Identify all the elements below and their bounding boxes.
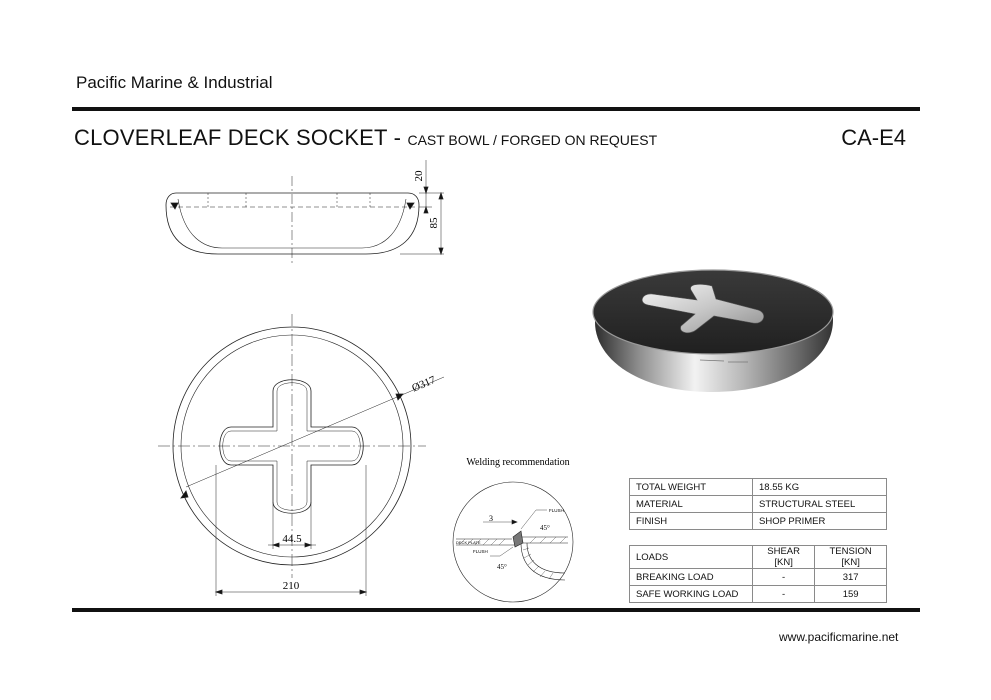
table-row: TOTAL WEIGHT 18.55 KG — [630, 479, 887, 496]
side-view — [166, 160, 444, 265]
table-row: LOADS SHEAR [KN] TENSION [KN] — [630, 546, 887, 569]
table-row: FINISH SHOP PRIMER — [630, 513, 887, 530]
website-link[interactable]: www.pacificmarine.net — [779, 630, 899, 644]
product-subtitle: CAST BOWL / FORGED ON REQUEST — [407, 132, 658, 148]
weld-flush-top: FLUSH — [549, 508, 564, 513]
weld-gap: 3 — [489, 514, 493, 523]
dim-top-thickness: 20 — [413, 170, 425, 182]
loads-table — [629, 545, 887, 603]
company-name: Pacific Marine & Industrial — [76, 73, 273, 92]
footer-rule — [72, 608, 920, 612]
top-view — [158, 314, 444, 596]
weld-angle-bottom: 45° — [497, 563, 507, 571]
table-row: SAFE WORKING LOAD - 159 — [630, 586, 887, 603]
product-title: CLOVERLEAF DECK SOCKET - — [74, 125, 408, 150]
product-code: CA-E4 — [841, 125, 906, 150]
dim-slot-width: 44.5 — [282, 533, 302, 545]
dim-cross-width: 210 — [282, 580, 300, 592]
weld-flush-left: FLUSH — [473, 549, 488, 554]
dim-diameter: Ø317 — [410, 373, 438, 395]
table-row: MATERIAL STRUCTURAL STEEL — [630, 496, 887, 513]
dim-height: 85 — [428, 217, 440, 229]
weld-angle-top: 45° — [540, 524, 550, 532]
socket-3d-render — [593, 270, 833, 392]
table-row: BREAKING LOAD - 317 — [630, 569, 887, 586]
specs-table — [629, 478, 887, 530]
weld-title: Welding recommendation — [466, 457, 570, 468]
weld-deck-plate: DECK PLATE — [456, 540, 481, 545]
